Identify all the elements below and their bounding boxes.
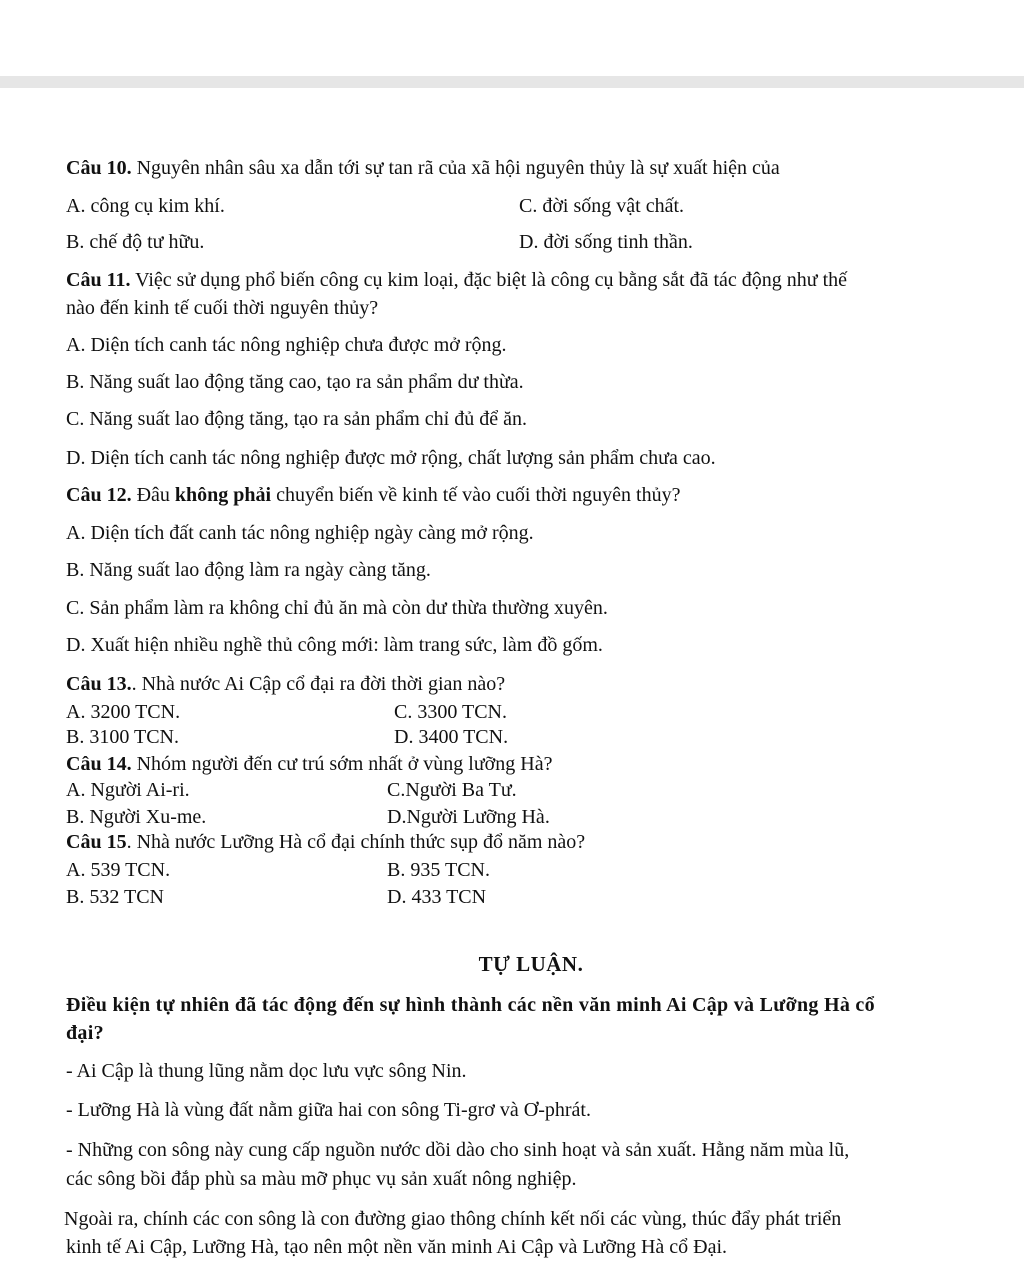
question-10-stem	[66, 156, 780, 180]
question-13-option-d: D. 3400 TCN.	[394, 726, 509, 748]
question-12-option-c: C. Sản phẩm làm ra không chỉ đủ ăn mà còn dư thừa thường xuyên.	[66, 597, 608, 619]
question-12-label: Câu 12.	[66, 484, 132, 506]
question-10-label: Câu 10.	[66, 157, 132, 179]
essay-answer-point-3-line1: - Những con sông này cung cấp nguồn nước dồi dào cho sinh hoạt và sản xuất. Hằng năm mùa lũ,	[66, 1139, 850, 1161]
question-13-label: Câu 13.	[66, 673, 132, 695]
question-10-text: Nguyên nhân sâu xa dẫn tới sự tan rã của xã hội nguyên thủy là sự xuất hiện của	[131, 157, 780, 179]
question-10-option-d: D. đời sống tinh thần.	[519, 231, 693, 253]
question-12-text-after: chuyển biến về kinh tế vào cuối thời nguyên thủy?	[271, 484, 681, 506]
essay-answer-point-2: - Lưỡng Hà là vùng đất nằm giữa hai con sông Ti-grơ và Ơ-phrát.	[66, 1099, 591, 1121]
question-11-option-d: D. Diện tích canh tác nông nghiệp được mở rộng, chất lượng sản phẩm chưa cao.	[66, 447, 716, 469]
question-14-stem	[66, 752, 552, 776]
question-11-option-b: B. Năng suất lao động tăng cao, tạo ra sản phẩm dư thừa.	[66, 371, 524, 393]
question-15-text: . Nhà nước Lưỡng Hà cổ đại chính thức sụp đổ năm nào?	[126, 831, 586, 853]
question-12-stem	[66, 483, 680, 507]
question-15-stem	[66, 830, 585, 854]
question-13-option-a: A. 3200 TCN.	[66, 701, 181, 723]
question-12-text-emphasis: không phải	[174, 484, 272, 506]
question-13-option-b: B. 3100 TCN.	[66, 726, 179, 748]
question-14-option-c: C.Người Ba Tư.	[387, 779, 517, 801]
essay-answer-point-4-line1: Ngoài ra, chính các con sông là con đường giao thông chính kết nối các vùng, thúc đẩy phát triển	[64, 1208, 842, 1230]
question-12-option-d: D. Xuất hiện nhiều nghề thủ công mới: làm trang sức, làm đồ gốm.	[66, 634, 603, 656]
question-12-text-before: Đâu	[131, 484, 175, 506]
question-15-option-c: B. 532 TCN	[66, 886, 164, 908]
question-11-stem-line1	[66, 268, 847, 292]
question-13-text: . Nhà nước Ai Cập cổ đại ra đời thời gian nào?	[131, 673, 506, 695]
question-12-option-b: B. Năng suất lao động làm ra ngày càng tăng.	[66, 559, 431, 581]
question-14-option-d: D.Người Lưỡng Hà.	[387, 806, 550, 828]
question-15-option-b: B. 935 TCN.	[387, 859, 490, 881]
question-11-text-line1: Việc sử dụng phổ biến công cụ kim loại, đặc biệt là công cụ bằng sắt đã tác động như thế	[130, 269, 848, 291]
essay-answer-point-1: - Ai Cập là thung lũng nằm dọc lưu vực sông Nin.	[66, 1060, 467, 1082]
question-14-option-b: B. Người Xu-me.	[66, 806, 207, 828]
question-15-label: Câu 15	[66, 831, 127, 853]
question-10-option-b: B. chế độ tư hữu.	[66, 231, 205, 253]
essay-question-line1: Điều kiện tự nhiên đã tác động đến sự hình thành các nền văn minh Ai Cập và Lưỡng Hà cổ	[66, 994, 875, 1016]
question-14-label: Câu 14.	[66, 753, 132, 775]
question-13-option-c: C. 3300 TCN.	[394, 701, 507, 723]
question-14-option-a: A. Người Ai-ri.	[66, 779, 190, 801]
question-15-option-a: A. 539 TCN.	[66, 859, 171, 881]
essay-answer-point-4-line2: kinh tế Ai Cập, Lưỡng Hà, tạo nên một nền văn minh Ai Cập và Lưỡng Hà cổ Đại.	[66, 1236, 728, 1258]
question-11-option-a: A. Diện tích canh tác nông nghiệp chưa được mở rộng.	[66, 334, 507, 356]
question-12-option-a: A. Diện tích đất canh tác nông nghiệp ngày càng mở rộng.	[66, 522, 534, 544]
essay-answer-point-3-line2: các sông bồi đắp phù sa màu mỡ phục vụ sản xuất nông nghiệp.	[66, 1168, 577, 1190]
question-13-stem	[66, 672, 505, 696]
essay-question-line2: đại?	[66, 1022, 104, 1044]
question-11-label: Câu 11.	[66, 269, 131, 291]
question-10-option-c: C. đời sống vật chất.	[519, 195, 684, 217]
question-11-stem-line2: nào đến kinh tế cuối thời nguyên thủy?	[66, 297, 379, 319]
question-14-text: Nhóm người đến cư trú sớm nhất ở vùng lưỡng Hà?	[131, 753, 553, 775]
question-11-option-c: C. Năng suất lao động tăng, tạo ra sản phẩm chỉ đủ để ăn.	[66, 408, 527, 430]
question-15-option-d: D. 433 TCN	[387, 886, 487, 908]
question-10-option-a: A. công cụ kim khí.	[66, 195, 225, 217]
essay-heading: TỰ LUẬN.	[478, 952, 584, 976]
